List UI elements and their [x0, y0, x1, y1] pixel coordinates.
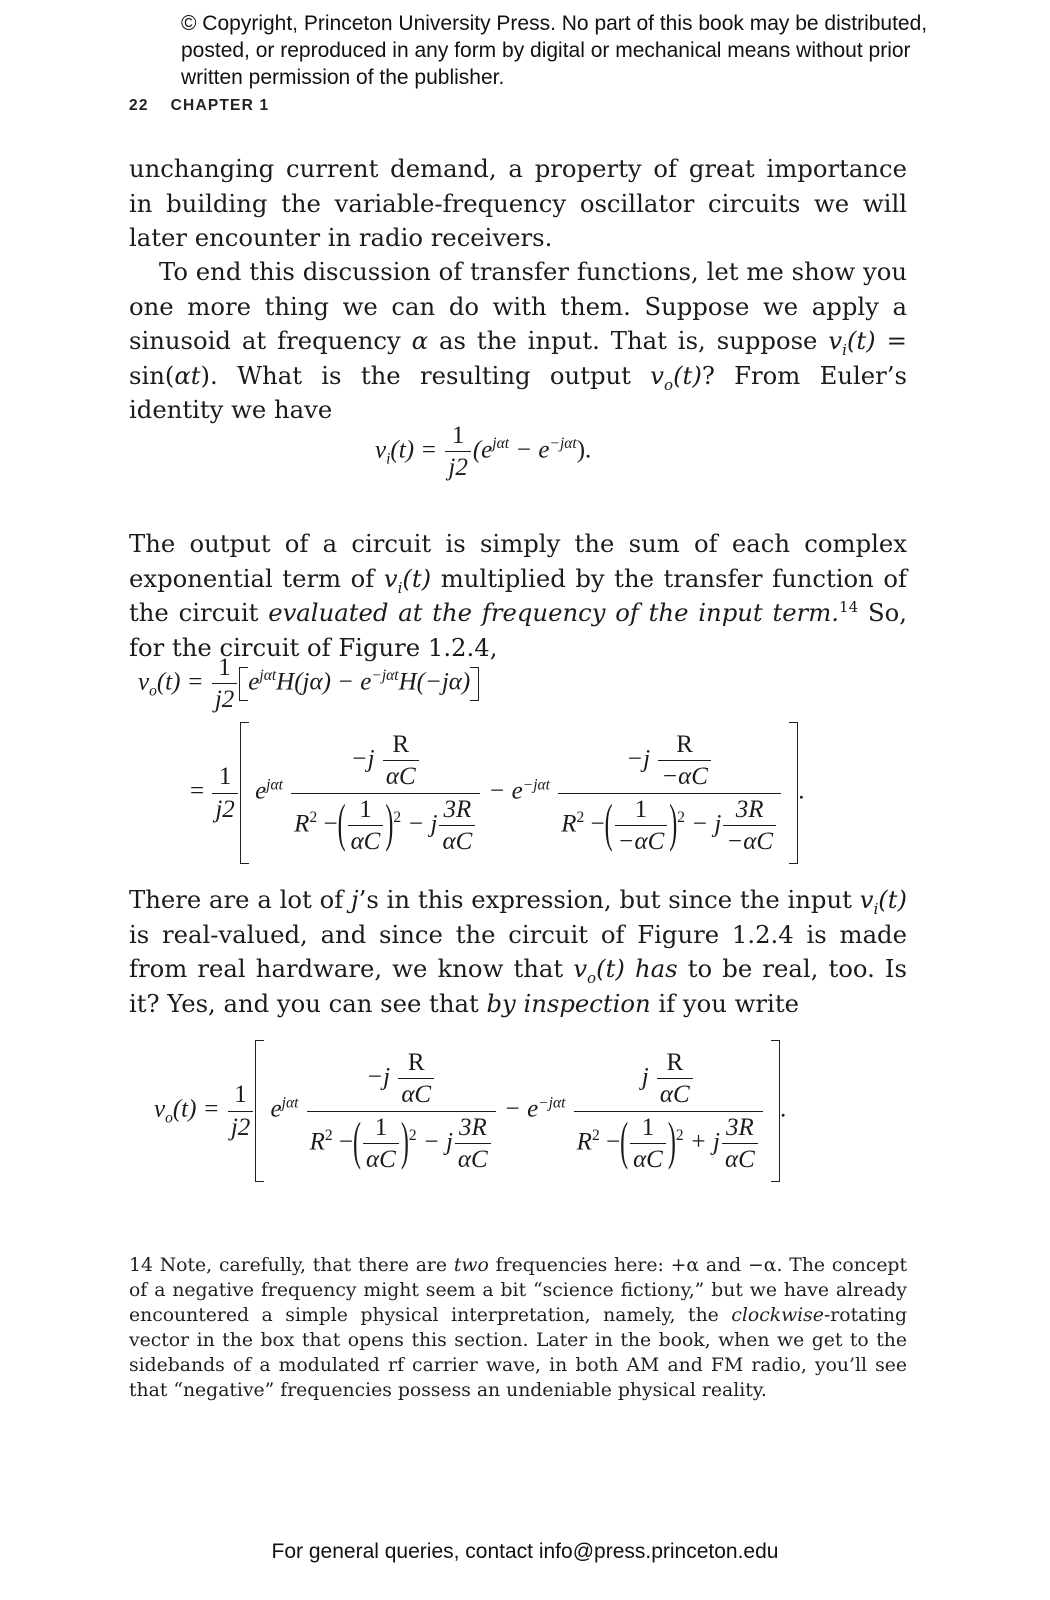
- math-sub: o: [165, 1109, 173, 1127]
- paren: (: [337, 796, 346, 854]
- math-term: R: [561, 809, 577, 837]
- numerator: [307, 1047, 496, 1112]
- text-run: The output of a circuit is simply the sum of each complex exponential term of: [129, 529, 907, 593]
- text-run: = sin(: [129, 326, 907, 390]
- math-t: (t): [673, 360, 702, 390]
- equation-vo-1: [138, 652, 479, 716]
- math-t: (t): [596, 954, 625, 983]
- numerator: [558, 729, 781, 794]
- denominator: j2: [448, 454, 468, 482]
- emphasis: by inspection: [486, 988, 651, 1018]
- denominator: j2: [214, 686, 235, 714]
- exponent: jαt: [259, 667, 277, 685]
- math-v: v: [154, 1095, 166, 1123]
- paren: ): [669, 796, 678, 854]
- paren: (: [620, 1114, 629, 1172]
- exponent: jαt: [281, 1094, 299, 1112]
- exponent: 2: [324, 1126, 333, 1144]
- math-term: − e: [488, 777, 523, 805]
- numerator: 3R: [439, 794, 475, 826]
- math-term: −j: [626, 745, 651, 773]
- period: .: [798, 777, 805, 805]
- denominator: [307, 1112, 496, 1176]
- paren: ): [667, 1114, 676, 1172]
- numerator: R: [657, 1047, 693, 1079]
- math-sub: o: [149, 682, 157, 700]
- math-t: (t) =: [172, 1095, 220, 1123]
- exponent: −jαt: [538, 1094, 566, 1112]
- math-term: −: [590, 809, 605, 837]
- exponent: 2: [393, 808, 402, 826]
- math-term: − j: [422, 1127, 453, 1155]
- math-v: v: [828, 326, 843, 355]
- numerator: 1: [615, 794, 668, 826]
- exponent: 2: [309, 808, 318, 826]
- fraction: [722, 1112, 758, 1176]
- denominator: −αC: [617, 827, 665, 855]
- math-term: R: [294, 809, 310, 837]
- math-at: αt: [174, 360, 201, 390]
- math-v: v: [650, 360, 665, 390]
- exponent: jαt: [266, 776, 283, 794]
- math-sub: o: [664, 375, 674, 394]
- paragraph-3: [129, 527, 907, 665]
- text-run: To end this discussion of transfer functions, let me show you one more thing we can do with them. Suppose we apply a sinusoid at frequency: [129, 257, 907, 355]
- fraction: [363, 1112, 399, 1176]
- math-term: H(jα) − e: [276, 668, 372, 696]
- footnote-14: [129, 1253, 907, 1403]
- math-v: v: [573, 954, 588, 983]
- numerator: 3R: [455, 1112, 491, 1144]
- fraction: [348, 794, 384, 858]
- page-number: 22: [129, 97, 149, 114]
- big-fraction-2: [574, 1047, 763, 1175]
- numerator: [574, 1047, 763, 1112]
- emphasis: has: [635, 954, 678, 983]
- math-term: j: [641, 1063, 649, 1091]
- exponent: −jαt: [522, 776, 550, 794]
- denominator: αC: [633, 1145, 663, 1173]
- math-term: − e: [503, 1095, 539, 1123]
- math-term: −: [338, 1127, 354, 1155]
- emphasis: evaluated at the frequency of the input term.: [268, 598, 839, 627]
- numerator: 1: [630, 1112, 666, 1144]
- numerator: 1: [212, 652, 237, 684]
- text-run: ’s in this expression, but since the input: [358, 885, 860, 914]
- math-term: −j: [350, 745, 375, 773]
- exponent: 2: [677, 808, 686, 826]
- fraction: [615, 794, 668, 858]
- math-term: H(−jα): [398, 668, 471, 696]
- fraction: [212, 761, 237, 825]
- denominator: αC: [724, 1145, 755, 1173]
- numerator: 1: [348, 794, 384, 826]
- text-run: frequencies here: +α and −α. The concept of a negative frequency might seem a bit “science fictiony,” but we have already encountered a simple physical interpretation, namely, the: [129, 1255, 907, 1326]
- bracket-left: [255, 1040, 264, 1182]
- math-term: − j: [407, 809, 438, 837]
- math-term: −j: [366, 1063, 391, 1091]
- math-term: + j: [689, 1127, 720, 1155]
- math-term: R: [576, 1127, 592, 1155]
- math-term: −: [323, 809, 338, 837]
- math-term: e: [255, 777, 267, 805]
- paren: ): [385, 796, 394, 854]
- fraction: [439, 794, 475, 858]
- text-run: ). What is the resulting output: [200, 360, 651, 390]
- denominator: αC: [350, 827, 381, 855]
- math-term: − j: [691, 809, 722, 837]
- math-alpha: α: [411, 326, 429, 355]
- denominator: −αC: [726, 827, 774, 855]
- math-t: (t) =: [156, 668, 204, 696]
- denominator: −αC: [661, 763, 708, 791]
- exponent: −jαt: [549, 435, 577, 453]
- math-t: (t): [846, 326, 876, 355]
- denominator: j2: [215, 795, 235, 823]
- exponent: 2: [675, 1126, 684, 1144]
- fraction: [658, 729, 711, 793]
- fraction: [455, 1112, 491, 1176]
- text-run: multiplied by the transfer function of the circuit: [129, 563, 907, 627]
- math-term: −: [605, 1127, 621, 1155]
- fraction: [398, 1047, 434, 1111]
- big-fraction-1: [291, 729, 480, 857]
- numerator: 1: [228, 1079, 253, 1111]
- equation-vo-2: [190, 722, 805, 864]
- numerator: 3R: [722, 1112, 758, 1144]
- math-sub: i: [842, 340, 847, 359]
- math-sub: i: [386, 450, 391, 468]
- denominator: αC: [366, 1145, 396, 1173]
- fraction: [630, 1112, 666, 1176]
- bracket-left: [240, 722, 249, 864]
- math-v: v: [859, 885, 874, 914]
- paragraph-1: unchanging current demand, a property of great importance in building the variable-frequency oscillator circuits we will later encounter in radio receivers.: [129, 154, 907, 252]
- denominator: αC: [659, 1081, 690, 1109]
- period: .: [780, 1095, 787, 1123]
- equation-vo-3: [154, 1040, 786, 1182]
- numerator: R: [398, 1047, 434, 1079]
- paren: (: [353, 1114, 362, 1172]
- footer-contact: For general queries, contact info@press.princeton.edu: [271, 1540, 779, 1563]
- text-run: -rotating vector in the box that opens this section. Later in the book, when we get to the sidebands of a modulated rf carrier wave, in both AM and FM radio, you’ll see that “negative” frequencies possess an undeniable physical reality.: [129, 1305, 907, 1401]
- text-run: So, for the circuit of Figure 1.2.4,: [129, 598, 907, 662]
- fraction: [383, 729, 419, 793]
- math-term: ).: [576, 436, 592, 464]
- denominator: αC: [401, 1081, 432, 1109]
- paragraph-2: [129, 255, 907, 428]
- emphasis: clockwise: [731, 1305, 824, 1326]
- math-sub: i: [873, 899, 879, 918]
- numerator: 3R: [723, 794, 776, 826]
- text-run: as the input. That is, suppose: [428, 326, 829, 355]
- bracket-right: [789, 722, 798, 864]
- math-sub: o: [587, 968, 597, 987]
- denominator: [291, 794, 480, 858]
- text-run: Note, carefully, that there are: [152, 1255, 454, 1276]
- big-fraction-2: [558, 729, 781, 857]
- exponent: −jαt: [371, 667, 399, 685]
- math-v: v: [138, 668, 150, 696]
- copyright-notice: © Copyright, Princeton University Press. No part of this book may be distributed, posted, or reproduced in any form by digital or mechanical means without prior written permission of the publisher.: [181, 12, 928, 89]
- exponent: jαt: [492, 435, 510, 453]
- math-v: v: [375, 436, 387, 464]
- text-run: to be real, too. Is it? Yes, and you can see that: [129, 954, 907, 1018]
- numerator: [291, 729, 480, 794]
- big-fraction-1: [307, 1047, 496, 1175]
- text-run: is real-valued, and since the circuit of Figure 1.2.4 is made from real hardware, we know that: [129, 919, 907, 983]
- emphasis: two: [453, 1255, 489, 1276]
- math-term: e: [248, 668, 260, 696]
- denominator: [558, 794, 781, 858]
- text-run: ? From Euler’s identity we have: [129, 360, 907, 424]
- math-j: j: [351, 885, 359, 914]
- paren: (: [604, 796, 613, 854]
- denominator: [574, 1112, 763, 1176]
- math-term: − e: [509, 436, 550, 464]
- running-head: [129, 97, 269, 115]
- equals-sign: =: [190, 777, 205, 805]
- numerator: 1: [445, 420, 470, 452]
- text-run: if you write: [650, 988, 799, 1018]
- exponent: 2: [591, 1126, 600, 1144]
- chapter-label: CHAPTER 1: [170, 97, 270, 114]
- numerator: 1: [363, 1112, 399, 1144]
- equation-vi: [375, 420, 591, 484]
- exponent: 2: [576, 808, 585, 826]
- fraction: [212, 652, 237, 716]
- text-run: There are a lot of: [129, 885, 352, 914]
- bracket-left: [239, 667, 248, 701]
- math-term: R: [309, 1127, 325, 1155]
- math-t: (t): [402, 563, 432, 593]
- exponent: 2: [408, 1126, 417, 1144]
- numerator: R: [658, 729, 711, 761]
- fraction: [445, 420, 470, 484]
- math-v: v: [383, 563, 398, 593]
- math-term: e: [270, 1095, 282, 1123]
- numerator: R: [383, 729, 419, 761]
- paragraph-4: [129, 883, 907, 1021]
- math-t: (t): [878, 885, 907, 914]
- fraction: [723, 794, 776, 858]
- numerator: 1: [212, 761, 237, 793]
- math-sub: i: [397, 578, 403, 597]
- footnote-number: 14: [129, 1255, 153, 1276]
- denominator: αC: [385, 763, 416, 791]
- bracket-right: [470, 667, 479, 701]
- bracket-right: [771, 1040, 780, 1182]
- math-t: (t) =: [390, 436, 438, 464]
- denominator: j2: [230, 1113, 251, 1141]
- fraction: [657, 1047, 693, 1111]
- math-term: (e: [472, 436, 493, 464]
- paren: ): [400, 1114, 409, 1172]
- footnote-ref[interactable]: 14: [839, 597, 859, 616]
- denominator: αC: [442, 827, 473, 855]
- fraction: [228, 1079, 253, 1143]
- denominator: αC: [457, 1145, 488, 1173]
